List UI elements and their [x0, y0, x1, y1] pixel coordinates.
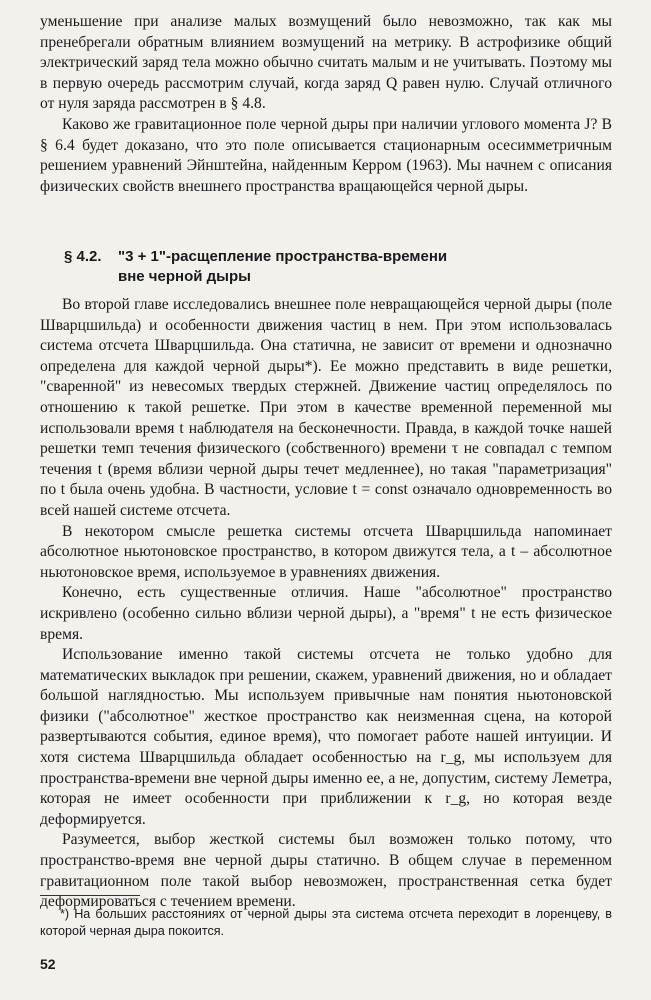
footnote [40, 906, 612, 940]
paragraph: Каково же гравитационное поле черной дыры при наличии углового момента J? В § 6.4 будет доказано, что это поле описывается стационарным осесимметричным решением уравнений Эйнштейна, найденным Керром (1963). Мы начнем с описания физических свойств внешнего пространства вращающейся черной дыры. [40, 115, 612, 195]
footnote-text: *) На больших расстояниях от черной дыры эта система отсчета переходит в лоренцеву, в которой черная дыра покоится. [40, 907, 612, 938]
paragraph: Разумеется, выбор жесткой системы был возможен только потому, что пространство-время вне черной дыры статично. В общем случае в переменном гравитационном поле такой выбор невозможен, пространственная сетка будет деформироваться с течением времени. [40, 831, 612, 911]
paragraph: Использование именно такой системы отсчета не только удобно для математических выкладок при решении, скажем, уравнений движения, но и обладает большой наглядностью. Мы используем привычные нам понятия ньютоновской физики ("абсолютное" жесткое пространство как неизменная сцена, на которой развертываются события, единое время), что помогает работе нашей интуиции. И хотя система Шварцшильда обладает особенностью на r_g, мы используем для пространства-времени вне черной дыры именно ее, а не, допустим, систему Леметра, которая не имеет особенности при приближении к r_g, но которая везде деформируется. [40, 646, 612, 828]
page-number: 52 [40, 956, 56, 972]
section-number: § 4.2. [64, 248, 102, 265]
section-text-block [40, 295, 612, 913]
section-title-line2: вне черной дыры [118, 268, 251, 285]
paragraph: уменьшение при анализе малых возмущений было невозможно, так как мы пренебрегали обратным влиянием возмущений на метрику. В астрофизике общий электрический заряд тела можно обычно считать малым и не учитывать. Поэтому мы в первую очередь рассмотрим случай, когда заряд Q равен нулю. Случай отличного от нуля заряда рассмотрен в § 4.8. [40, 13, 612, 113]
footnote-divider [40, 895, 140, 896]
paragraph: В некотором смысле решетка системы отсчета Шварцшильда напоминает абсолютное ньютоновское пространство, в котором движутся тела, а t – абсолютное ньютоновское время, используемое в уравнениях движения. [40, 522, 612, 581]
paragraph: Во второй главе исследовались внешнее поле невращающейся черной дыры (поле Шварцшильда) и особенности движения частиц в нем. При этом использовалась система отсчета Шварцшильда. Она статична, не зависит от времени и однозначно определена для каждой черной дыры*). Ее можно представить в виде решетки, "сваренной" из невесомых твердых стержней. Движение частиц определялось по отношению к такой решетке. При этом в качестве временной переменной мы использовали время t наблюдателя на бесконечности. Правда, в каждой точке нашей решетки темп течения физического (собственного) времени τ не совпадал с темпом течения t (время вблизи черной дыры течет медленнее), но такая "параметризация" по t была очень удобна. В частности, условие t = const означало одновременность во всей нашей системе отсчета. [40, 296, 612, 519]
section-title-line1: "3 + 1"-расщепление пространства-времени [118, 248, 448, 265]
intro-text-block [40, 12, 612, 197]
paragraph: Конечно, есть существенные отличия. Наше "абсолютное" пространство искривлено (особенно сильно вблизи черной дыры), а "время" t не есть физическое время. [40, 584, 612, 643]
section-heading [64, 247, 604, 287]
